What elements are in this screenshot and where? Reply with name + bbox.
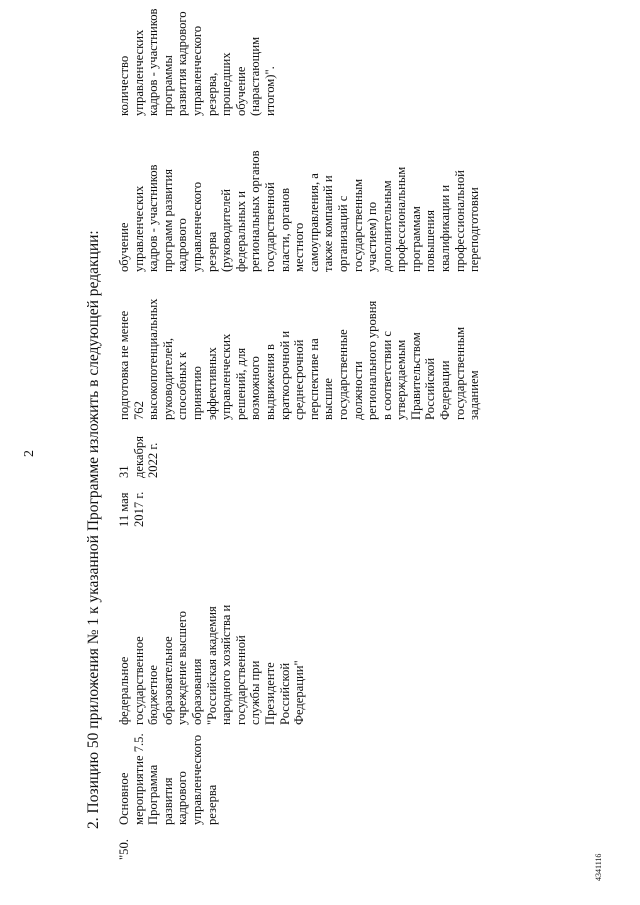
line: утверждаемым xyxy=(394,339,409,420)
line: 11 мая xyxy=(117,492,131,527)
line: резерва, xyxy=(204,72,219,116)
line: Президенте xyxy=(262,662,277,725)
document-code: 4341116 xyxy=(594,853,603,881)
line: 762 xyxy=(131,401,146,420)
line: декабря xyxy=(131,435,146,478)
line: обучение xyxy=(117,222,131,272)
heading: 2. Позицию 50 приложения № 1 к указанной Программе изложить в следующей редакции: xyxy=(85,230,102,829)
line: учреждение высшего xyxy=(175,611,190,725)
line: квалификации и xyxy=(438,184,453,272)
line: заданием xyxy=(467,370,482,420)
line: государственное xyxy=(131,636,146,725)
line: должности xyxy=(350,361,365,420)
line: власти, органов xyxy=(277,187,292,272)
cell-indicator xyxy=(117,5,278,116)
line: развития xyxy=(160,777,175,825)
line: кадрового xyxy=(175,218,190,272)
line: управленческого xyxy=(189,181,204,272)
line: среднесрочной xyxy=(292,339,307,420)
line: управленческих xyxy=(131,29,146,116)
cell-activity-name xyxy=(117,733,219,825)
line: возможного xyxy=(248,356,263,420)
line: народного хозяйства и xyxy=(219,604,234,725)
line: подготовка не менее xyxy=(117,310,131,420)
line: федеральное xyxy=(117,656,131,725)
line: эффективных xyxy=(204,347,219,420)
line: обучение xyxy=(233,66,248,116)
line: решений, для xyxy=(233,347,248,420)
line: высшие xyxy=(321,377,336,420)
line: Программа xyxy=(146,764,161,825)
line: государственные xyxy=(335,329,350,420)
line: государственной xyxy=(262,182,277,272)
line: управленческих xyxy=(219,333,234,420)
line: в соответствии с xyxy=(379,331,394,420)
line: мероприятие 7.5. xyxy=(131,733,146,825)
line: федеральных и xyxy=(233,191,248,272)
line: службы при xyxy=(248,660,263,725)
line: профессиональной xyxy=(452,170,467,272)
line: региональных органов xyxy=(248,150,263,272)
line: способных к xyxy=(175,352,190,420)
cell-executor xyxy=(117,527,307,725)
line: количество xyxy=(117,55,131,116)
line: дополнительным xyxy=(379,180,394,272)
cell-main-areas xyxy=(117,114,482,272)
line: государственным xyxy=(452,326,467,420)
line: 2017 г. xyxy=(131,491,146,527)
line: образования xyxy=(189,658,204,725)
line: государственным xyxy=(350,178,365,272)
line: развития кадрового xyxy=(175,11,190,116)
line: краткосрочной и xyxy=(277,330,292,420)
line: профессиональным xyxy=(394,166,409,272)
line: Российской xyxy=(423,357,438,420)
line: бюджетное xyxy=(146,665,161,725)
line: также компаний и xyxy=(321,175,336,272)
line: управленческого xyxy=(189,734,204,825)
line: принятию xyxy=(189,366,204,420)
line: Российской xyxy=(277,662,292,725)
line: итогом)". xyxy=(262,66,277,116)
line: регионального уровня xyxy=(365,300,380,420)
line: кадрового xyxy=(175,771,190,825)
line: управленческого xyxy=(189,25,204,116)
line: (руководителей xyxy=(219,188,234,272)
line: местного xyxy=(292,222,307,272)
cell-start-date xyxy=(117,481,146,527)
line: резерва xyxy=(204,231,219,272)
line: переподготовки xyxy=(467,187,482,272)
line: выдвижения в xyxy=(262,344,277,420)
line: организаций с xyxy=(335,195,350,272)
line: (нарастающим xyxy=(248,36,263,116)
line: Основное xyxy=(117,772,131,825)
line: Федерации" xyxy=(292,660,307,725)
table-row xyxy=(117,0,517,905)
line: программам xyxy=(408,206,423,272)
line: участием) по xyxy=(365,202,380,272)
line: кадров - участников xyxy=(146,8,161,116)
line: резерва xyxy=(204,784,219,825)
line: 31 xyxy=(117,465,131,478)
cell-number: "50. xyxy=(117,839,131,860)
line: прошедших xyxy=(219,52,234,116)
line: Правительством xyxy=(408,332,423,420)
line: 2022 г. xyxy=(146,442,161,478)
line: государственной xyxy=(233,635,248,725)
cell-end-date xyxy=(117,428,161,478)
line: программ развития xyxy=(160,168,175,272)
line: самоуправления, а xyxy=(306,173,321,272)
page-number: 2 xyxy=(22,450,37,457)
line: образовательное xyxy=(160,636,175,725)
line: высокопотенциальных xyxy=(146,298,161,420)
line: "Российская академия xyxy=(204,606,219,725)
line: повышения xyxy=(423,209,438,272)
line: руководителей, xyxy=(160,337,175,420)
line: управленческих xyxy=(131,185,146,272)
line: перспективе на xyxy=(306,338,321,420)
line: программы xyxy=(160,55,175,116)
line: кадров - участников xyxy=(146,164,161,272)
line: Федерации xyxy=(438,360,453,420)
